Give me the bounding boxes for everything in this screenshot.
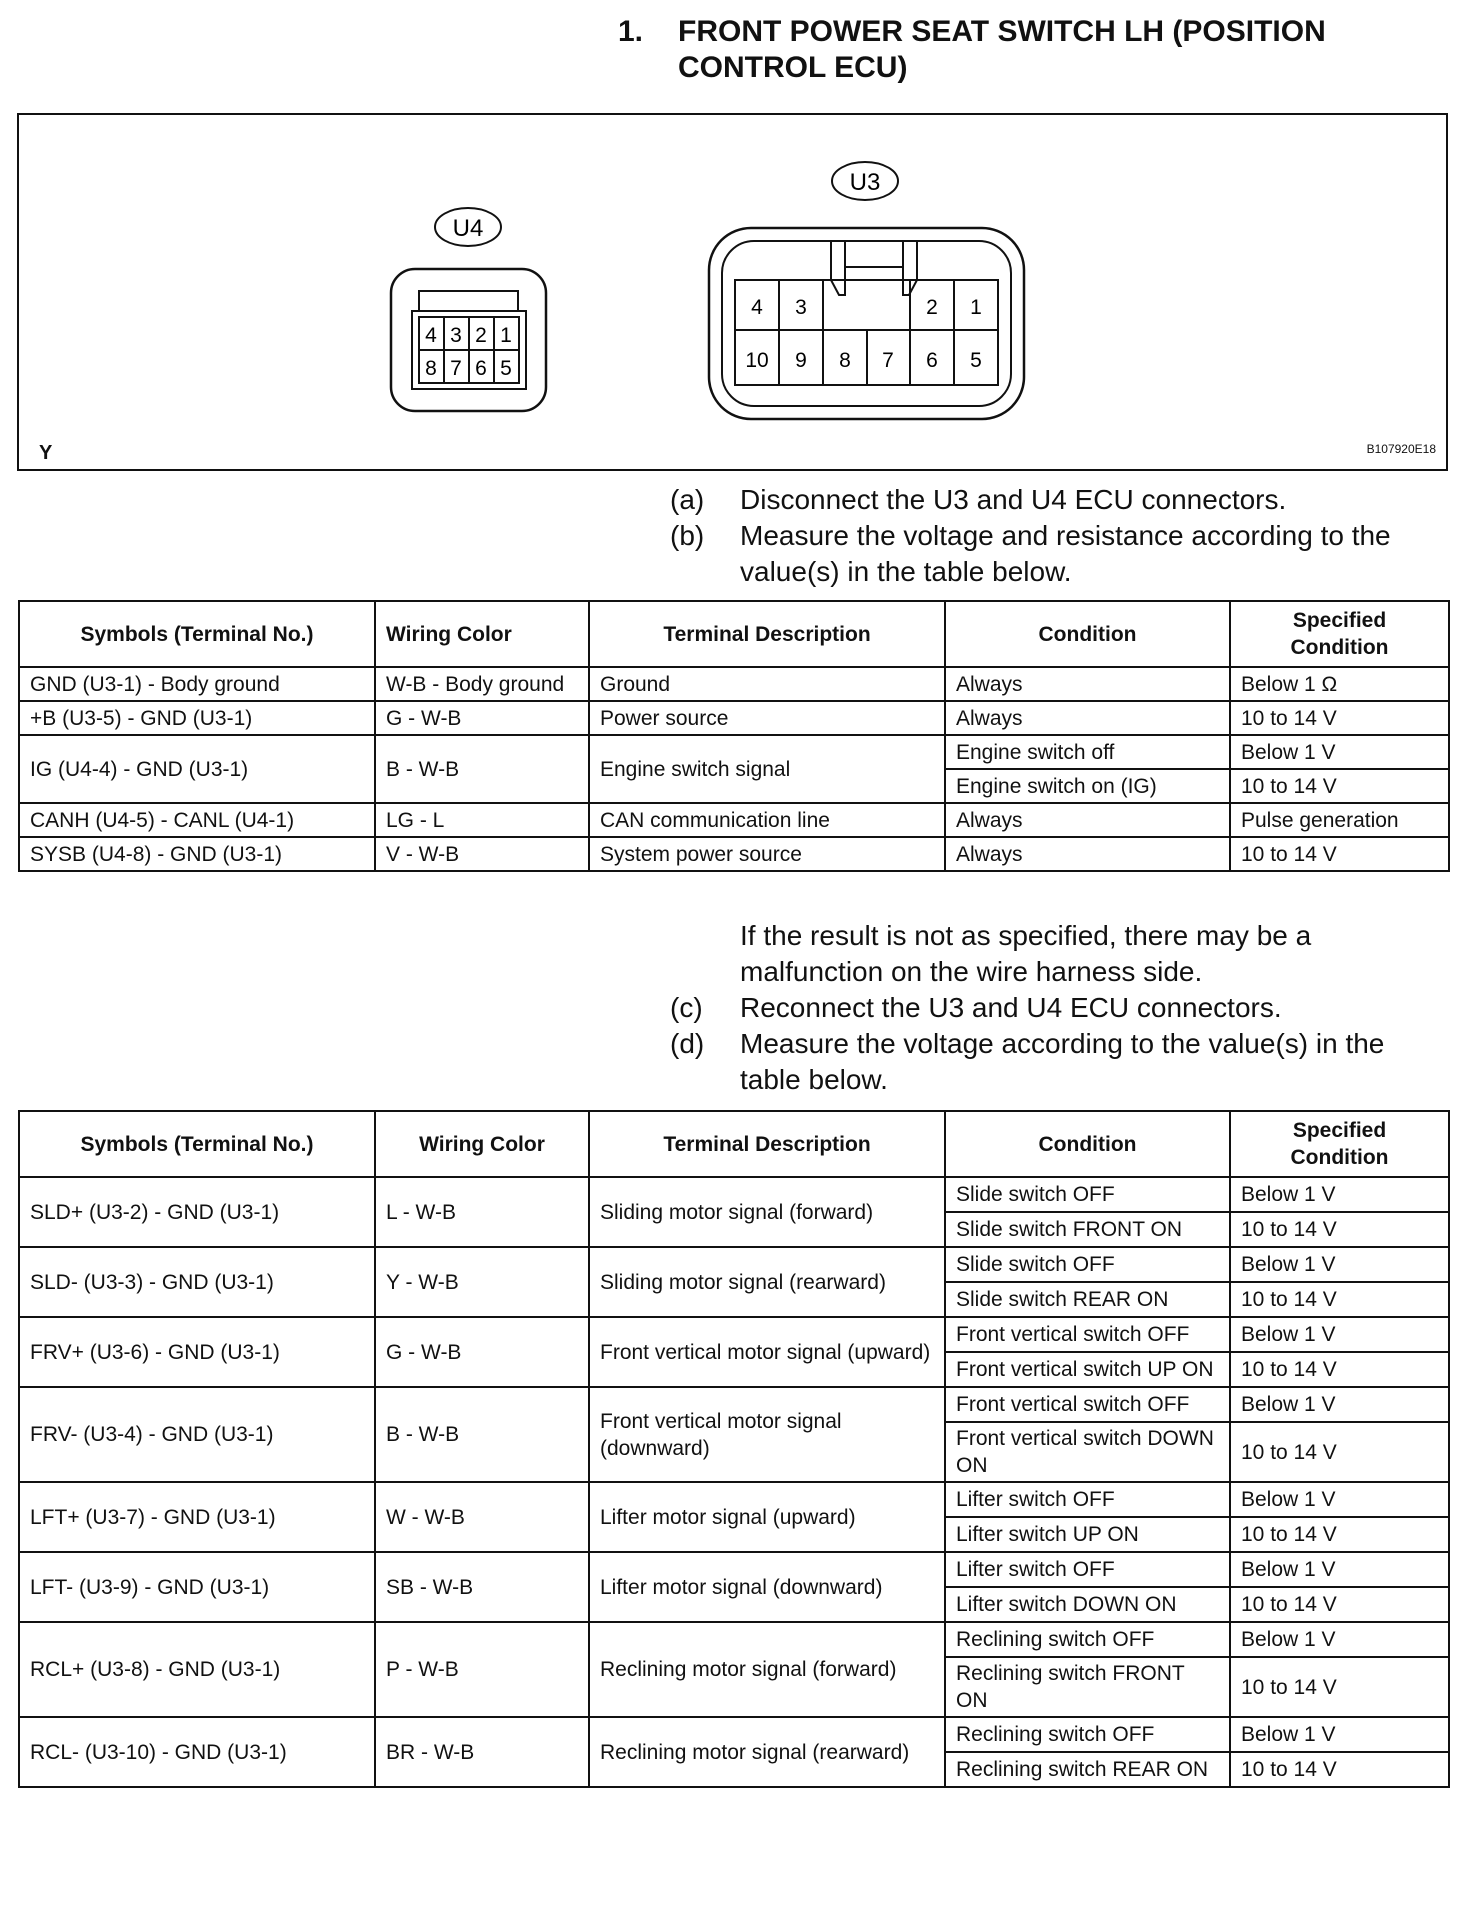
spec-table-2 — [18, 1110, 1450, 1788]
header-wiring: Wiring Color — [375, 601, 589, 667]
u3-label: U3 — [849, 169, 881, 196]
cell-symbols: SYSB (U4-8) - GND (U3-1) — [19, 837, 375, 871]
u4-pin: 5 — [500, 357, 512, 380]
cell-specified: 10 to 14 V — [1230, 1282, 1449, 1317]
cell-description: Reclining motor signal (forward) — [589, 1622, 945, 1717]
cell-description: Ground — [589, 667, 945, 701]
cell-symbols: LFT- (U3-9) - GND (U3-1) — [19, 1552, 375, 1622]
u3-pin: 8 — [839, 349, 851, 372]
cell-description: CAN communication line — [589, 803, 945, 837]
cell-condition: Lifter switch OFF — [945, 1482, 1230, 1517]
cell-specified: 10 to 14 V — [1230, 1352, 1449, 1387]
cell-symbols: +B (U3-5) - GND (U3-1) — [19, 701, 375, 735]
cell-description: System power source — [589, 837, 945, 871]
cell-specified: 10 to 14 V — [1230, 701, 1449, 735]
figure-corner-letter: Y — [39, 442, 53, 464]
cell-wiring: SB - W-B — [375, 1552, 589, 1622]
cell-condition: Front vertical switch OFF — [945, 1317, 1230, 1352]
u3-pin: 4 — [751, 296, 763, 319]
table-header-row — [19, 1111, 1449, 1177]
table-row — [19, 1247, 1449, 1282]
table-row — [19, 1482, 1449, 1517]
cell-specified: 10 to 14 V — [1230, 837, 1449, 871]
cell-condition: Always — [945, 803, 1230, 837]
cell-description: Front vertical motor signal (upward) — [589, 1317, 945, 1387]
table-row — [19, 735, 1449, 769]
header-condition: Condition — [945, 1111, 1230, 1177]
cell-specified: 10 to 14 V — [1230, 1587, 1449, 1622]
u4-pin: 2 — [475, 324, 487, 347]
cell-condition: Front vertical switch DOWN ON — [945, 1422, 1230, 1482]
cell-specified: Below 1 V — [1230, 1317, 1449, 1352]
u3-latch — [831, 241, 845, 295]
figure-code: B107920E18 — [1366, 442, 1436, 456]
cell-specified: Below 1 V — [1230, 1717, 1449, 1752]
cell-description: Engine switch signal — [589, 735, 945, 803]
u3-pin: 1 — [970, 296, 982, 319]
u4-pin: 4 — [425, 324, 437, 347]
header-description: Terminal Description — [589, 601, 945, 667]
cell-symbols: LFT+ (U3-7) - GND (U3-1) — [19, 1482, 375, 1552]
cell-wiring: G - W-B — [375, 1317, 589, 1387]
cell-specified: 10 to 14 V — [1230, 1517, 1449, 1552]
u4-latch — [419, 291, 518, 311]
cell-condition: Always — [945, 837, 1230, 871]
cell-symbols: GND (U3-1) - Body ground — [19, 667, 375, 701]
cell-condition: Always — [945, 701, 1230, 735]
cell-description: Lifter motor signal (downward) — [589, 1552, 945, 1622]
cell-wiring: W - W-B — [375, 1482, 589, 1552]
cell-specified: Pulse generation — [1230, 803, 1449, 837]
u4-pin: 8 — [425, 357, 437, 380]
u4-pin: 6 — [475, 357, 487, 380]
u4-label: U4 — [452, 215, 484, 242]
cell-condition: Engine switch off — [945, 735, 1230, 769]
cell-symbols: SLD- (U3-3) - GND (U3-1) — [19, 1247, 375, 1317]
cell-condition: Slide switch REAR ON — [945, 1282, 1230, 1317]
cell-condition: Reclining switch OFF — [945, 1622, 1230, 1657]
cell-condition: Reclining switch OFF — [945, 1717, 1230, 1752]
cell-specified: Below 1 V — [1230, 1387, 1449, 1422]
cell-condition: Front vertical switch UP ON — [945, 1352, 1230, 1387]
cell-condition: Reclining switch REAR ON — [945, 1752, 1230, 1787]
cell-wiring: L - W-B — [375, 1177, 589, 1247]
cell-symbols: RCL+ (U3-8) - GND (U3-1) — [19, 1622, 375, 1717]
u3-pin: 6 — [926, 349, 938, 372]
cell-specified: 10 to 14 V — [1230, 1657, 1449, 1717]
section-title: FRONT POWER SEAT SWITCH LH (POSITION CONTROL ECU) — [678, 15, 1326, 84]
cell-wiring: G - W-B — [375, 701, 589, 735]
cell-condition: Front vertical switch OFF — [945, 1387, 1230, 1422]
cell-description: Power source — [589, 701, 945, 735]
cell-condition: Lifter switch DOWN ON — [945, 1587, 1230, 1622]
cell-symbols: FRV- (U3-4) - GND (U3-1) — [19, 1387, 375, 1482]
table-header-row — [19, 601, 1449, 667]
u4-pin: 1 — [500, 324, 512, 347]
cell-condition: Slide switch FRONT ON — [945, 1212, 1230, 1247]
cell-wiring: W-B - Body ground — [375, 667, 589, 701]
header-specified: Specified Condition — [1230, 1111, 1449, 1177]
header-specified: Specified Condition — [1230, 601, 1449, 667]
header-symbols: Symbols (Terminal No.) — [19, 601, 375, 667]
table-row — [19, 667, 1449, 701]
connector-diagram — [19, 115, 1446, 469]
header-description: Terminal Description — [589, 1111, 945, 1177]
cell-condition: Slide switch OFF — [945, 1247, 1230, 1282]
cell-condition: Lifter switch OFF — [945, 1552, 1230, 1587]
cell-description: Lifter motor signal (upward) — [589, 1482, 945, 1552]
u4-pin: 7 — [450, 357, 462, 380]
cell-wiring: LG - L — [375, 803, 589, 837]
u3-pin: 7 — [882, 349, 894, 372]
step-b: (b) Measure the voltage and resistance according to the value(s) in the table below. — [670, 520, 1391, 587]
u3-pin: 2 — [926, 296, 938, 319]
table-row — [19, 803, 1449, 837]
cell-specified: Below 1 V — [1230, 735, 1449, 769]
table-row — [19, 1317, 1449, 1352]
cell-specified: Below 1 V — [1230, 1622, 1449, 1657]
cell-symbols: IG (U4-4) - GND (U3-1) — [19, 735, 375, 803]
cell-wiring: B - W-B — [375, 735, 589, 803]
cell-condition: Slide switch OFF — [945, 1177, 1230, 1212]
steps-group-2 — [670, 918, 1450, 1098]
u3-body — [709, 228, 1024, 419]
step-a: (a) Disconnect the U3 and U4 ECU connectors. — [670, 484, 1287, 515]
cell-symbols: FRV+ (U3-6) - GND (U3-1) — [19, 1317, 375, 1387]
cell-specified: Below 1 V — [1230, 1247, 1449, 1282]
spec-table-1 — [18, 600, 1450, 872]
step-d: (d) Measure the voltage according to the value(s) in the table below. — [670, 1028, 1385, 1095]
cell-condition: Always — [945, 667, 1230, 701]
connector-figure — [17, 113, 1448, 471]
cell-specified: 10 to 14 V — [1230, 1422, 1449, 1482]
cell-specified: 10 to 14 V — [1230, 1752, 1449, 1787]
u3-pin: 5 — [970, 349, 982, 372]
cell-description: Sliding motor signal (rearward) — [589, 1247, 945, 1317]
table-row — [19, 1552, 1449, 1587]
u3-pin: 3 — [795, 296, 807, 319]
header-symbols: Symbols (Terminal No.) — [19, 1111, 375, 1177]
cell-wiring: Y - W-B — [375, 1247, 589, 1317]
cell-symbols: SLD+ (U3-2) - GND (U3-1) — [19, 1177, 375, 1247]
steps-group-1 — [670, 482, 1450, 590]
cell-wiring: B - W-B — [375, 1387, 589, 1482]
header-condition: Condition — [945, 601, 1230, 667]
cell-specified: Below 1 V — [1230, 1177, 1449, 1212]
table-row — [19, 701, 1449, 735]
cell-symbols: RCL- (U3-10) - GND (U3-1) — [19, 1717, 375, 1787]
table-row — [19, 1177, 1449, 1212]
step-c: (c) Reconnect the U3 and U4 ECU connectors. — [670, 992, 1282, 1023]
cell-specified: Below 1 Ω — [1230, 667, 1449, 701]
cell-wiring: V - W-B — [375, 837, 589, 871]
cell-description: Reclining motor signal (rearward) — [589, 1717, 945, 1787]
cell-wiring: P - W-B — [375, 1622, 589, 1717]
section-number: 1. — [618, 15, 644, 48]
table-row — [19, 1717, 1449, 1752]
cell-condition: Reclining switch FRONT ON — [945, 1657, 1230, 1717]
u3-pin: 10 — [745, 349, 769, 372]
cell-symbols: CANH (U4-5) - CANL (U4-1) — [19, 803, 375, 837]
u4-pin: 3 — [450, 324, 462, 347]
header-wiring: Wiring Color — [375, 1111, 589, 1177]
cell-specified: Below 1 V — [1230, 1482, 1449, 1517]
cell-wiring: BR - W-B — [375, 1717, 589, 1787]
note-text: If the result is not as specified, there may be a malfunction on the wire harness side. — [740, 920, 1312, 987]
table-row — [19, 1622, 1449, 1657]
cell-description: Front vertical motor signal (downward) — [589, 1387, 945, 1482]
table-row — [19, 837, 1449, 871]
cell-condition: Engine switch on (IG) — [945, 769, 1230, 803]
cell-specified: Below 1 V — [1230, 1552, 1449, 1587]
u3-pin: 9 — [795, 349, 807, 372]
cell-condition: Lifter switch UP ON — [945, 1517, 1230, 1552]
cell-specified: 10 to 14 V — [1230, 1212, 1449, 1247]
cell-specified: 10 to 14 V — [1230, 769, 1449, 803]
cell-description: Sliding motor signal (forward) — [589, 1177, 945, 1247]
table-row — [19, 1387, 1449, 1422]
